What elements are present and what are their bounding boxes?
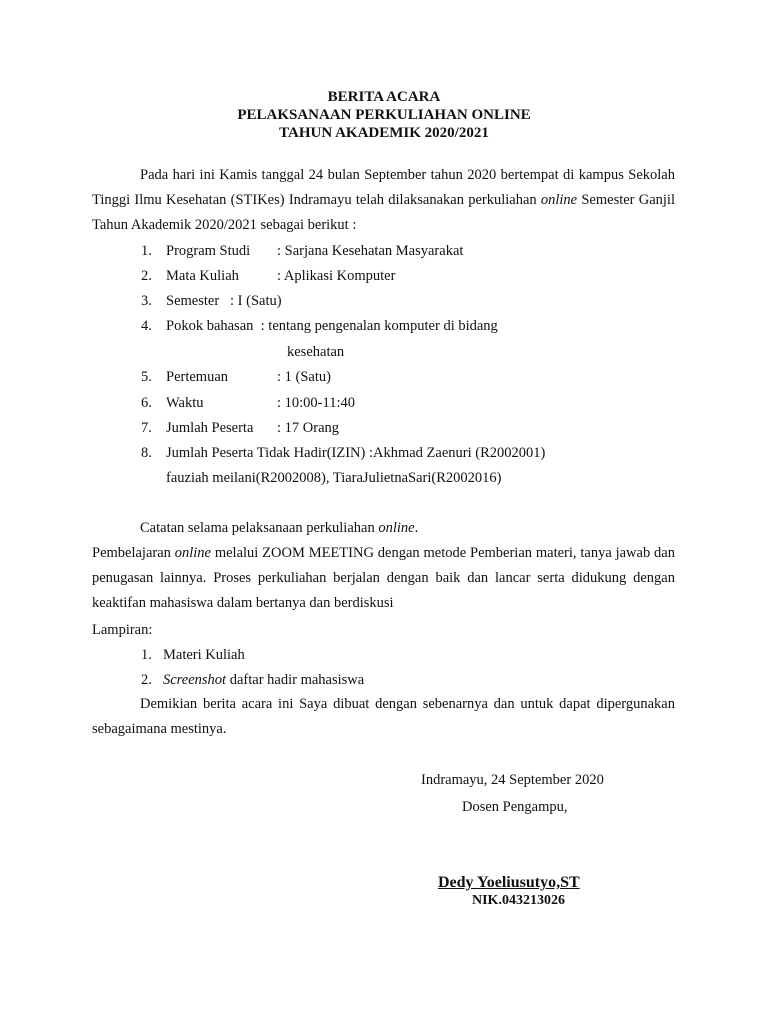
item-value-mata-kuliah: : Aplikasi Komputer: [277, 268, 396, 284]
document-subtitle: PELAKSANAAN PERKULIAHAN ONLINE: [237, 107, 531, 123]
place-date: Indramayu, 24 September 2020: [421, 772, 604, 788]
item-label-mata-kuliah: Mata Kuliah: [166, 268, 239, 284]
attachments-heading: Lampiran:: [92, 622, 153, 638]
attachment-text: daftar hadir mahasiswa: [226, 672, 365, 688]
item-label-tidak-hadir: Jumlah Peserta Tidak Hadir(IZIN) :Akhmad Zaenuri (R2002001): [166, 445, 546, 461]
intro-text-a: Pada hari ini Kamis tanggal 24 bulan September tahun 2020 bertempat di kampus Sekolah Tinggi Ilmu Kesehatan (STIKes) Indramayu telah dilaksanakan perkuliahan: [92, 167, 675, 208]
signer-role: Dosen Pengampu,: [462, 799, 568, 815]
notes-body: [92, 541, 675, 616]
attachment-number: 2.: [141, 672, 152, 688]
item-label-program-studi: Program Studi: [166, 243, 251, 259]
item-value-pertemuan: : 1 (Satu): [277, 369, 331, 385]
attachment-item-materi: [163, 645, 245, 665]
item-label-tidak-hadir-cont: fauziah meilani(R2002008), TiaraJulietnaSari(R2002016): [166, 470, 502, 486]
notes-heading: [140, 518, 418, 538]
item-number: 4.: [141, 318, 152, 334]
signer-nik: NIK.043213026: [472, 893, 565, 908]
item-number: 5.: [141, 369, 152, 385]
item-label-pertemuan: Pertemuan: [166, 369, 229, 385]
item-value-program-studi: : Sarjana Kesehatan Masyarakat: [277, 243, 464, 259]
attachment-number: 1.: [141, 647, 152, 663]
item-value-waktu: : 10:00-11:40: [277, 395, 356, 411]
document-title: BERITA ACARA: [327, 89, 441, 105]
intro-text-b: Semester Ganjil Tahun Akademik 2020/2021 sebagai berikut :: [92, 192, 675, 233]
notes-heading-end: .: [414, 520, 419, 536]
item-number: 2.: [141, 268, 152, 284]
notes-body-text-a: Pembelajaran: [92, 545, 175, 561]
notes-heading-italic: online: [378, 520, 415, 536]
item-number: 3.: [141, 293, 152, 309]
notes-body-italic: online: [174, 545, 211, 561]
item-label-jumlah-peserta: Jumlah Peserta: [166, 420, 254, 436]
attachment-item-screenshot: [163, 670, 364, 690]
item-number: 7.: [141, 420, 152, 436]
notes-heading-text: Catatan selama pelaksanaan perkuliahan: [140, 520, 379, 536]
intro-online-italic: online: [540, 192, 578, 208]
notes-body-text-b: melalui ZOOM MEETING dengan metode Pemberian materi, tanya jawab dan penugasan lainnya. Proses perkuliahan berjalan dengan baik dan lancar serta didukung dengan keaktifan mahasiswa dalam bertanya dan berdiskusi: [92, 545, 675, 611]
item-label-semester: Semester : I (Satu): [166, 293, 282, 309]
attachment-text: Materi Kuliah: [163, 647, 245, 663]
attachment-italic: Screenshot: [163, 672, 227, 688]
item-label-waktu: Waktu: [166, 395, 204, 411]
item-label-pokok-bahasan: Pokok bahasan : tentang pengenalan komputer di bidang: [166, 318, 498, 334]
item-number: 8.: [141, 445, 152, 461]
item-label-pokok-bahasan-cont: kesehatan: [287, 344, 345, 360]
academic-year-title: TAHUN AKADEMIK 2020/2021: [279, 125, 489, 141]
closing-paragraph: Demikian berita acara ini Saya dibuat dengan sebenarnya dan untuk dapat dipergunakan sebagaimana mestinya.: [92, 696, 675, 737]
item-number: 6.: [141, 395, 152, 411]
item-number: 1.: [141, 243, 152, 259]
item-value-jumlah-peserta: : 17 Orang: [277, 420, 340, 436]
signer-name: Dedy Yoeliusutyo,ST: [438, 874, 580, 891]
intro-paragraph: [92, 163, 675, 238]
